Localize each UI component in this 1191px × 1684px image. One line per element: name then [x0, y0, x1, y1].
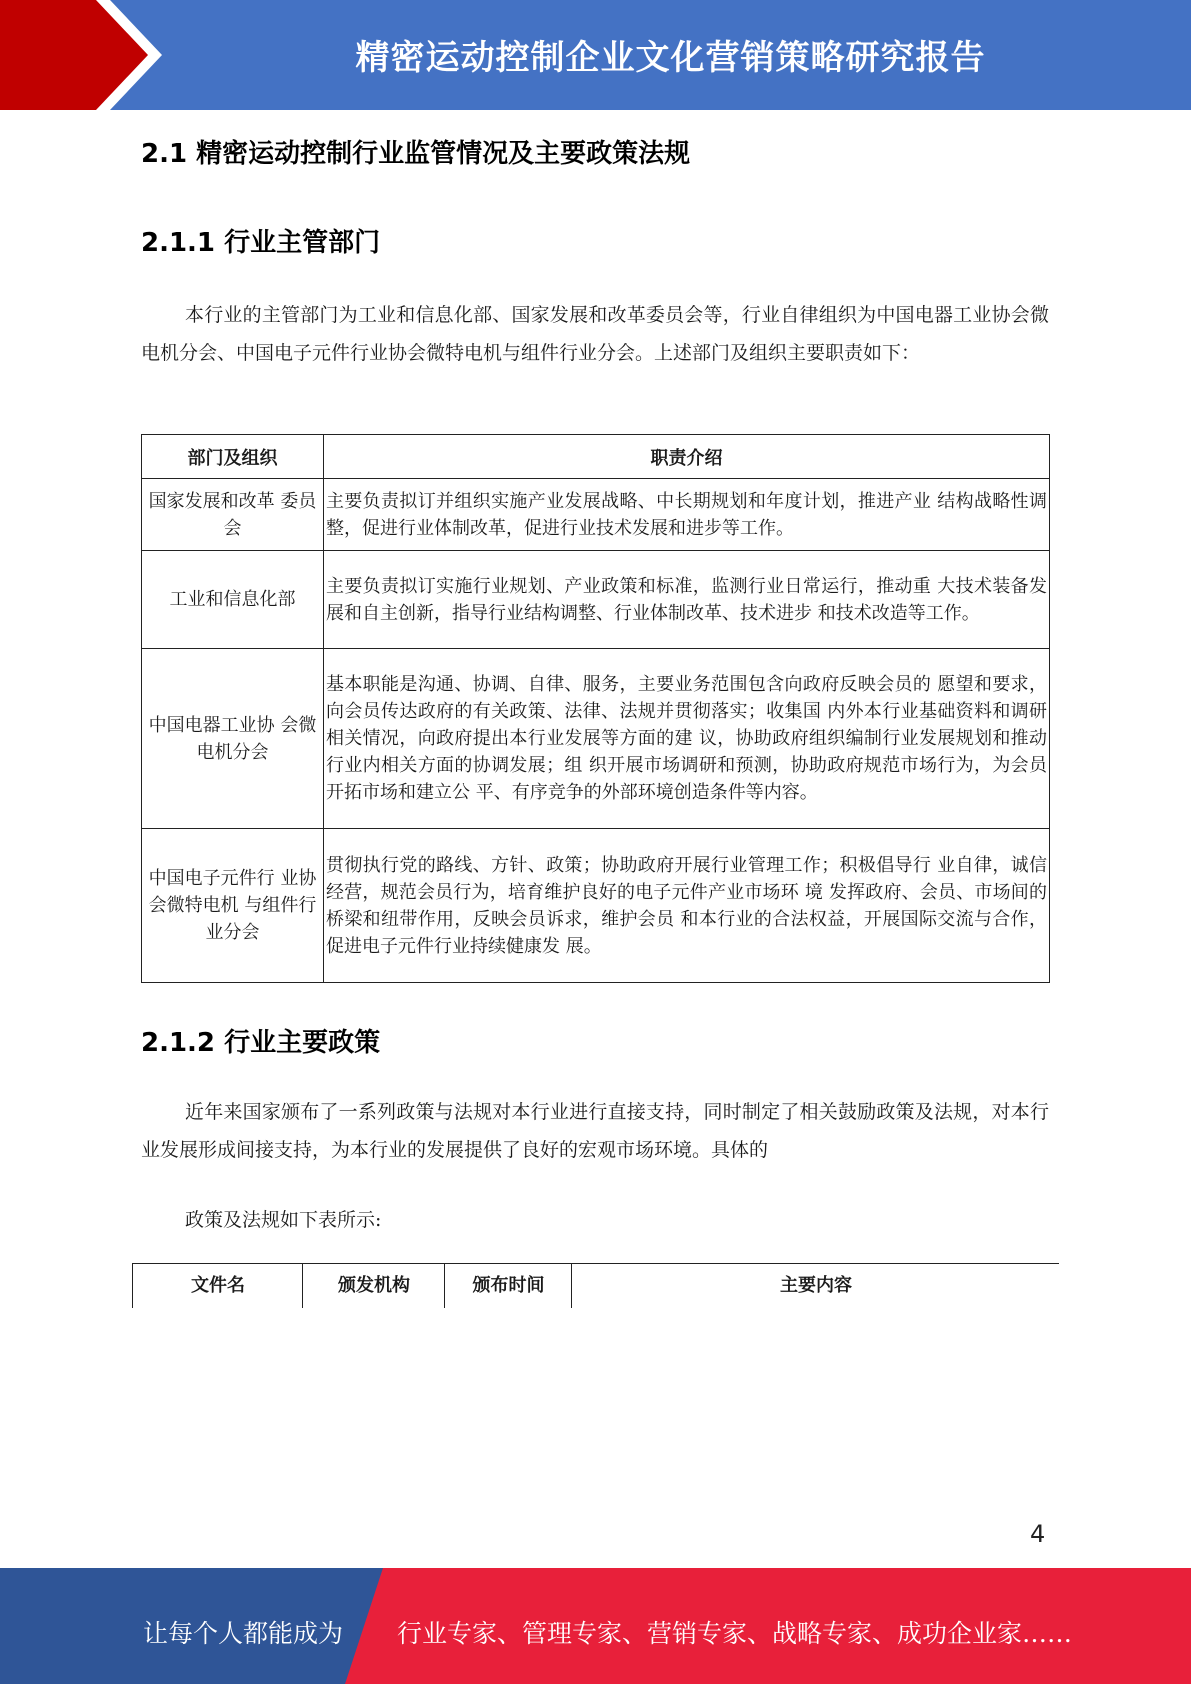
section-heading: 2.1 精密运动控制行业监管情况及主要政策法规	[141, 139, 691, 169]
org-cell: 中国电器工业协 会微电机分会	[142, 649, 324, 829]
report-title: 精密运动控制企业文化营销策略研究报告	[355, 38, 986, 78]
col-header-org: 部门及组织	[142, 435, 324, 479]
table-row	[142, 649, 1050, 829]
col-header-desc: 职责介绍	[324, 435, 1050, 479]
org-cell: 国家发展和改革 委员会	[142, 479, 324, 551]
col-header-date: 颁布时间	[444, 1264, 572, 1308]
table-row	[142, 551, 1050, 649]
col-header-content: 主要内容	[571, 1264, 1060, 1308]
subsection-heading-departments: 2.1.1 行业主管部门	[141, 228, 381, 258]
org-cell: 中国电子元件行 业协会微特电机 与组件行业分会	[142, 829, 324, 983]
col-header-issuer: 颁发机构	[302, 1264, 445, 1308]
footer-slogan-left: 让每个人都能成为	[143, 1619, 344, 1648]
org-cell: 工业和信息化部	[142, 551, 324, 649]
footer-slogan-right: 行业专家、管理专家、营销专家、战略专家、成功企业家……	[397, 1619, 1073, 1648]
table-row	[142, 829, 1050, 983]
footer-banner	[0, 1568, 1191, 1684]
header-banner	[0, 0, 1191, 110]
desc-cell: 主要负责拟订实施行业规划、产业政策和标准，监测行业日常运行，推动重 大技术装备发展和自主创新，指导行业结构调整、行业体制改革、技术进步 和技术改造等工作。	[324, 551, 1050, 649]
departments-intro: 本行业的主管部门为工业和信息化部、国家发展和改革委员会等，行业自律组织为中国电器工业协会微电机分会、中国电子元件行业协会微特电机与组件行业分会。上述部门及组织主要职责如下：	[141, 304, 1049, 364]
table-row	[142, 479, 1050, 551]
table-header-row	[142, 435, 1050, 479]
subsection-heading-policies: 2.1.2 行业主要政策	[141, 1028, 381, 1058]
desc-cell: 贯彻执行党的路线、方针、政策；协助政府开展行业管理工作；积极倡导行 业自律，诚信经营，规范会员行为，培育维护良好的电子元件产业市场环 境 发挥政府、会员、市场间的桥梁和纽带作用，反映会员诉求，维护会员 和本行业的合法权益，开展国际交流与合作，促进电子元件行业持续健康发 展。	[324, 829, 1050, 983]
col-header-filename: 文件名	[132, 1264, 303, 1308]
policy-table-header	[132, 1263, 1059, 1309]
responsibilities-table	[141, 434, 1050, 983]
policies-intro-2: 政策及法规如下表所示:	[185, 1209, 382, 1231]
desc-cell: 基本职能是沟通、协调、自律、服务，主要业务范围包含向政府反映会员的 愿望和要求，向会员传达政府的有关政策、法律、法规并贯彻落实；收集国 内外本行业基础资料和调研相关情况，向政府提出本行业发展等方面的建 议，协助政府组织编制行业发展规划和推动行业内相关方面的协调发展；组 织开展市场调研和预测，协助政府规范市场行为，为会员开拓市场和建立公 平、有序竞争的外部环境创造条件等内容。	[324, 649, 1050, 829]
page-number: 4	[1030, 1520, 1046, 1548]
policies-intro: 近年来国家颁布了一系列政策与法规对本行业进行直接支持，同时制定了相关鼓励政策及法规，对本行业发展形成间接支持，为本行业的发展提供了良好的宏观市场环境。具体的	[141, 1101, 1049, 1161]
desc-cell: 主要负责拟订并组织实施产业发展战略、中长期规划和年度计划，推进产业 结构战略性调整，促进行业体制改革，促进行业技术发展和进步等工作。	[324, 479, 1050, 551]
